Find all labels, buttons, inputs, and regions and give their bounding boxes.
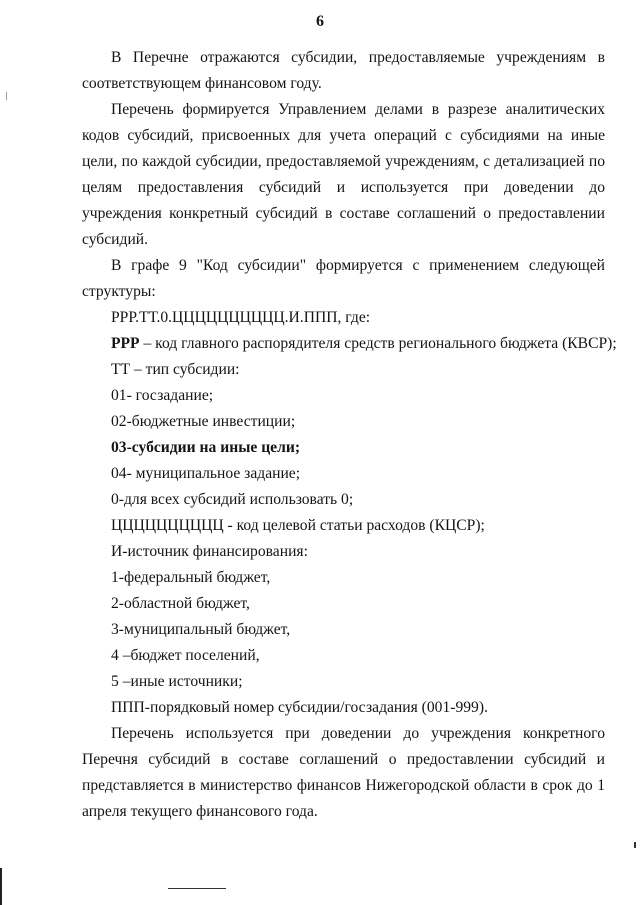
code-source: И-источник финансирования: [111,543,308,560]
paragraph-formation: Перечень формируется Управлением делами в разрезе аналитических кодов субсидий, присвоенных для учета операций с субсидиями на иные цели, по каждой субсидии, предоставляемой учреждениям, с детализацией по целям предоставления субсидий и используется при доведении до учреждения конкретный субсидий в составе соглашений о предоставлении субсидий. [82,101,605,248]
code-zero: 0-для всех субсидий использовать 0; [111,491,354,508]
paragraph-code-intro: В графе 9 "Код субсидии" формируется с применением следующей структуры: [82,257,605,300]
code-source-2: 2-областной бюджет, [111,595,250,612]
code-kcsr: ЦЦЦЦЦЦЦЦЦЦ - код целевой статьи расходов (КЦСР); [111,517,485,534]
code-source-3: 3-муниципальный бюджет, [111,621,291,638]
code-source-4: 4 –бюджет поселений, [111,647,260,664]
code-format: РРР.ТТ.0.ЦЦЦЦЦЦЦЦЦЦ.И.ППП, где: [111,309,371,326]
code-rrr [82,331,617,357]
code-tt: ТТ – тип субсидии: [111,361,240,378]
paragraph-usage: Перечень используется при доведении до учреждения конкретного Перечня субсидий в составе соглашений о предоставлении субсидий и представляется в министерство финансов Нижегородской области в срок до 1 апреля текущего финансового года. [82,725,605,820]
code-ppp: ППП-порядковый номер субсидии/госзадания (001-999). [111,699,488,716]
code-rrr-description: – код главного распорядителя средств регионального бюджета (КВСР); [139,335,617,352]
code-tt-03: 03-субсидии на иные цели; [111,439,301,456]
code-tt-01: 01- госзадание; [111,387,214,404]
document-body [82,45,617,825]
code-tt-04: 04- муниципальное задание; [111,465,301,482]
page-number: 6 [316,13,324,30]
code-source-1: 1-федеральный бюджет, [111,569,271,586]
scan-edge-mark [0,868,2,905]
code-rrr-label: РРР [111,335,140,352]
paragraph-scope: В Перечне отражаются субсидии, предоставляемые учреждениям в соответствующем финансовом году. [82,49,605,92]
code-tt-02: 02-бюджетные инвестиции; [111,413,296,430]
code-source-5: 5 –иные источники; [111,673,243,690]
footer-rule [168,888,226,889]
scan-artifact [6,92,7,100]
scan-edge-mark [634,842,636,848]
